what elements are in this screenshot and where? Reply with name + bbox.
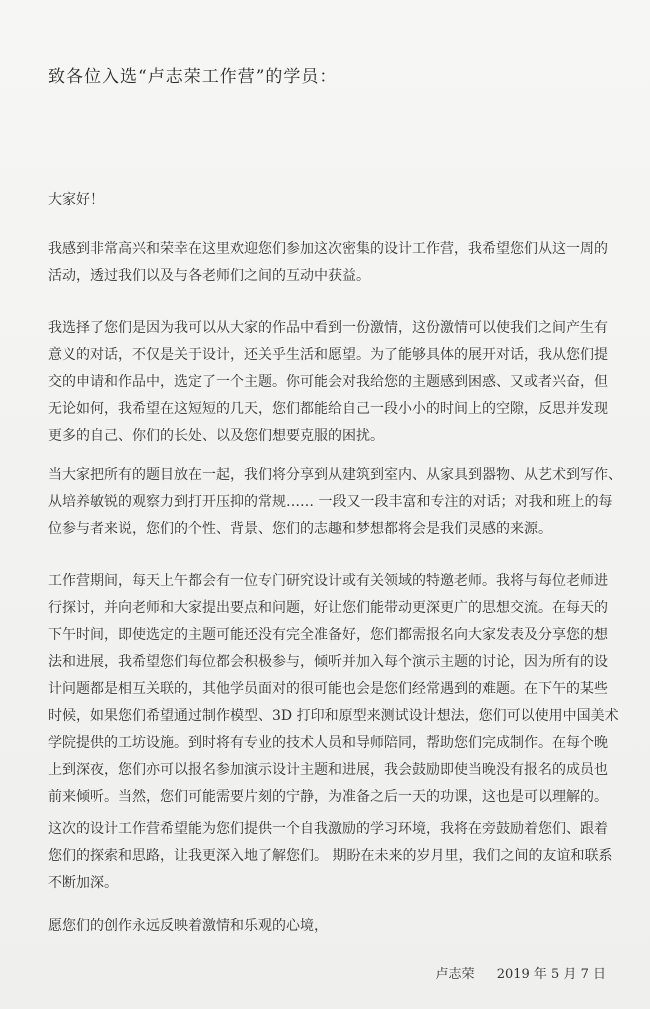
paragraph-selection	[48, 315, 608, 450]
paragraph-line: 这次的设计工作营希望能为您们提供一个自我激励的学习环境，我将在旁鼓励着您们、跟着	[48, 821, 608, 837]
paragraph-welcome	[48, 236, 608, 290]
paragraph-line: 意义的对话，不仅是关于设计，还关乎生活和愿望。为了能够具体的展开对话，我从您们提	[48, 347, 608, 363]
letter-greeting: 大家好！	[48, 192, 104, 208]
signature-name: 卢志荣	[435, 967, 475, 982]
paragraph-line: 位参与者来说，您们的个性、背景、您们的志趣和梦想都将会是我们灵感的来源。	[48, 521, 552, 537]
paragraph-schedule	[48, 568, 619, 811]
paragraph-line: 上到深夜，您们亦可以报名参加演示设计主题和进展，我会鼓励即使当晚没有报名的成员也	[48, 762, 608, 778]
signature-date: 2019 年 5 月 7 日	[496, 967, 606, 982]
paragraph-line: 法和进展，我希望您们每位都会积极参与，倾听并加入每个演示主题的讨论，因为所有的设	[48, 654, 608, 670]
paragraph-line: 交的申请和作品中，选定了一个主题。你可能会对我给您的主题感到困惑、又或者兴奋，但	[48, 374, 608, 390]
paragraph-line: 行探讨，并向老师和大家提出要点和问题，好让您们能带动更深更广的思想交流。在每天的	[48, 600, 608, 616]
paragraph-line: 下午时间，即使选定的主题可能还没有完全准备好，您们都需报名向大家发表及分享您的想	[48, 627, 608, 643]
paragraph-line: 活动，透过我们以及与各老师们之间的互动中获益。	[48, 268, 370, 284]
paragraph-topics	[48, 462, 622, 543]
letter-closing: 愿您们的创作永远反映着激情和乐观的心境，	[48, 918, 328, 934]
letter-title: 致各位入选“卢志荣工作营”的学员：	[48, 67, 338, 87]
paragraph-line: 不断加深。	[48, 875, 118, 891]
paragraph-line: 从培养敏锐的观察力到打开压抑的常规…… 一段又一段丰富和专注的对话；对我和班上的每	[48, 494, 613, 510]
paragraph-line: 工作营期间，每天上午都会有一位专门研究设计或有关领域的特邀老师。我将与每位老师进	[48, 573, 608, 589]
paragraph-line: 您们的探索和思路，让我更深入地了解您们。 期盼在未来的岁月里，我们之间的友谊和联系	[48, 848, 613, 864]
paragraph-line: 学院提供的工坊设施。到时将有专业的技术人员和导师陪同，帮助您们完成制作。在每个晚	[48, 735, 608, 751]
paragraph-line: 时候，如果您们希望通过制作模型、3D 打印和原型来测试设计想法，您们可以使用中国美术	[48, 708, 619, 724]
letter-signature	[436, 963, 606, 982]
paragraph-line: 我选择了您们是因为我可以从大家的作品中看到一份激情，这份激情可以使我们之间产生有	[48, 320, 608, 336]
paragraph-environment	[48, 816, 613, 897]
paragraph-line: 更多的自己、你们的长处、以及您们想要克服的困扰。	[48, 428, 384, 444]
paragraph-line: 当大家把所有的题目放在一起，我们将分享到从建筑到室内、从家具到器物、从艺术到写作、	[48, 467, 622, 483]
paragraph-line: 计问题都是相互关联的，其他学员面对的很可能也会是您们经常遇到的难题。在下午的某些	[48, 681, 608, 697]
paragraph-line: 我感到非常高兴和荣幸在这里欢迎您们参加这次密集的设计工作营，我希望您们从这一周的	[48, 241, 608, 257]
paragraph-line: 无论如何，我希望在这短短的几天，您们都能给自己一段小小的时间上的空隙，反思并发现	[48, 401, 608, 417]
paragraph-line: 前来倾听。当然，您们可能需要片刻的宁静，为准备之后一天的功课，这也是可以理解的。	[48, 789, 608, 805]
